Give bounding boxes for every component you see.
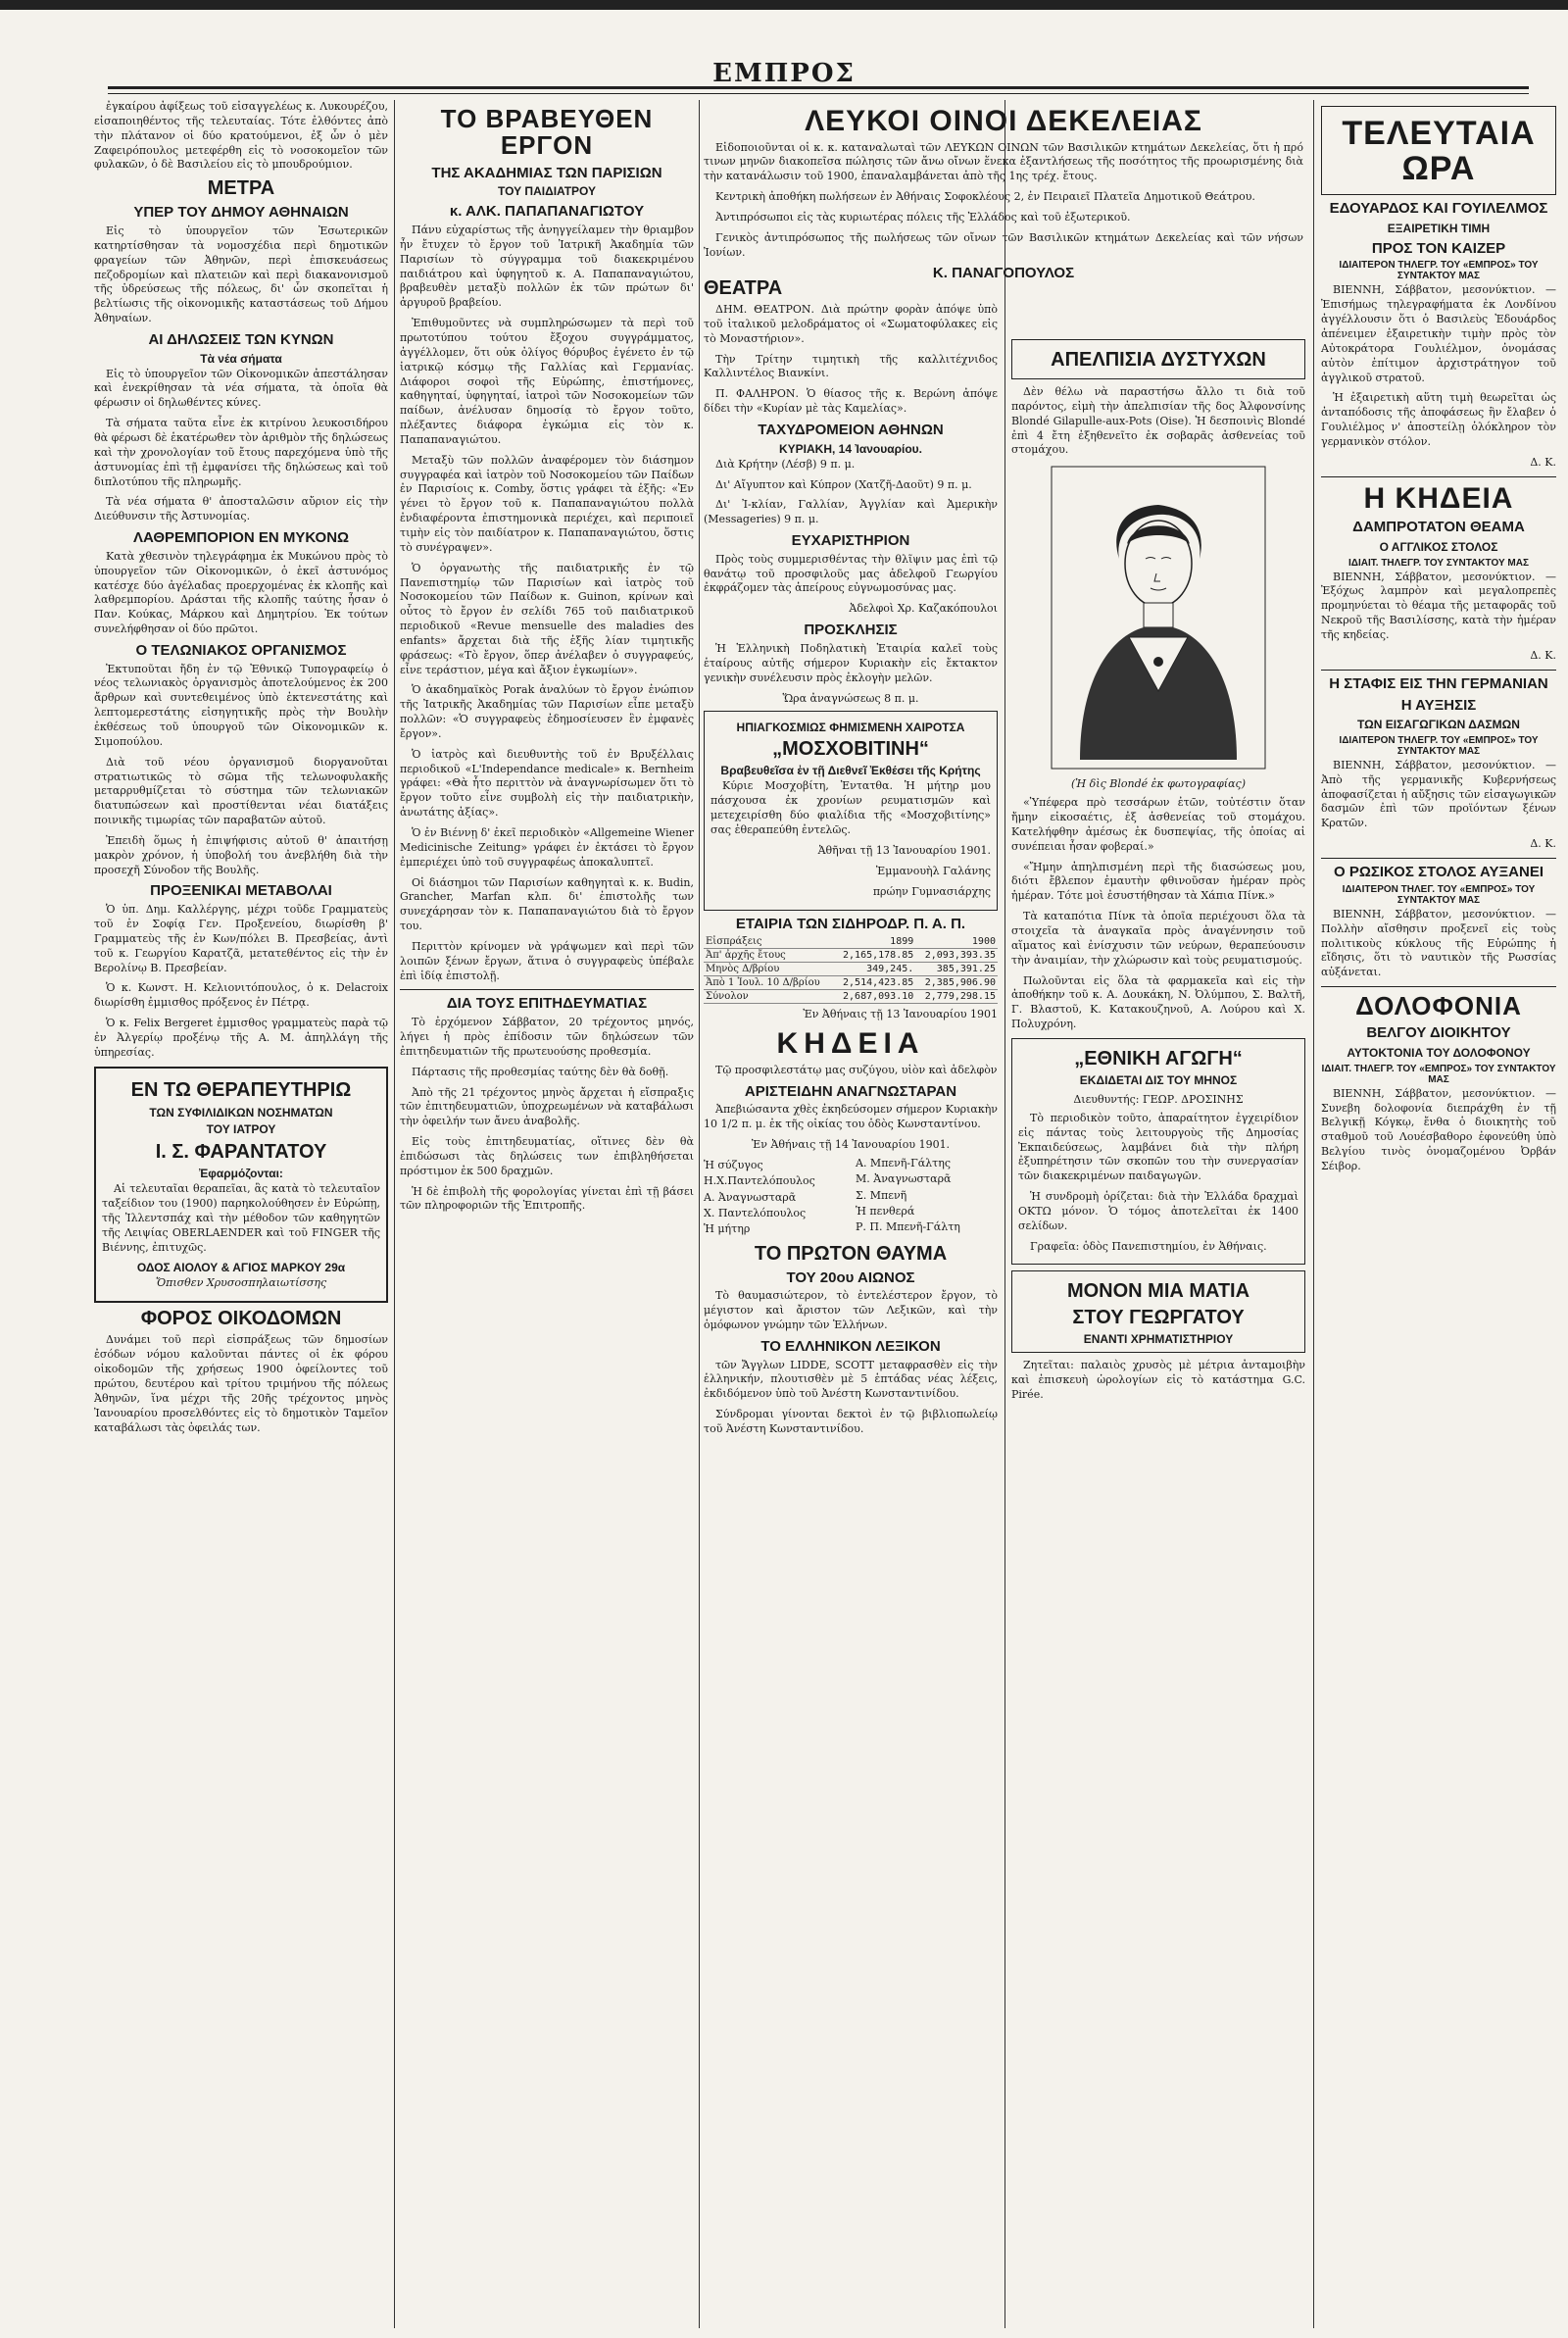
article-body: Ὁ κ. Κωνστ. Η. Κελιονιτόπουλος, ὁ κ. Delacroix διωρίσθη ἐμμισθος πρόξενος ἐν Πέτρᾳ. [94,981,388,1010]
ad-body: Σύνδρομαι γίνονται δεκτοὶ ἐν τῷ βιβλιοπωλείῳ τοῦ Ἀνέστη Κωνσταντινίδου. [704,1408,998,1435]
column-divider [699,100,700,2328]
column-divider [1313,100,1314,2328]
article-title-foros: ΦΟΡΟΣ ΟΙΚΟΔΟΜΩΝ [140,1308,342,1330]
ad-body: «Ὑπέφερα πρὸ τεσσάρων ἐτῶν, τοὐτέστιν ὅταν ἤμην εἰκοσαέτις, ἐξ ἀσθενείας τοῦ στομάχου. Κατελήφθην ἀμέσως ἐκ δυσπεψίας, τῆς ὁποίας αἱ συνέπειαι ἦσαν φοβεραί.» [1011,796,1305,853]
column-1 [94,100,388,2328]
article-title-metra: ΜΕΤΡΑ [207,177,275,200]
ad-body: Γενικὸς ἀντιπρόσωπος τῆς πωλήσεως τῶν οἴνων τῶν Βασιλικῶν κτημάτων Δεκελείας καὶ τῶν νήσων Ἰονίων. [704,230,1303,259]
table-header-cell: Εἰσπράξεις [704,935,834,949]
article-body: ΒΙΕΝΝΗ, Σάββατον, μεσονύκτιον. — Ἀπὸ τῆς γερμανικῆς Κυβερνήσεως ἀποφασίζεται ἡ αὔξησις τῶν εἰσαγωγικῶν δασμῶν ἐπὶ τῶν προϊόντων ξένων Κρατῶν. [1321,758,1556,830]
article-title-dolofonia: ΔΟΛΟΦΟΝΙΑ [1355,991,1522,1021]
article-body: Διὰ τοῦ νέου ὀργανισμοῦ διοργανοῦται στρατιωτικῶς τὸ σῶμα τῆς τελωνοφυλακῆς μεταρρυθμίζεται τὸ σύστημα τῶν τελωνιακῶν διατυπώσεων καὶ προστίθενται νέαι διατάξεις ποινικῆς τιμωρίας τῶν παραβατῶν αὐτοῦ. [94,755,388,827]
mourner: Ἡ μήτηρ [704,1222,751,1236]
ad-subtitle: ΣΤΟΥ ΓΕΩΡΓΑΤΟΥ [1072,1307,1245,1329]
column-5 [1321,100,1556,2328]
section-title-eux: ΕΥΧΑΡΙΣΤΗΡΙΟΝ [791,532,910,550]
table-row [704,990,998,1004]
deceased-name: ΑΡΙΣΤΕΙΔΗΝ ΑΝΑΓΝΩΣΤΑΡΑΝ [744,1082,957,1100]
article-body: Εἰς τὸ ὑπουργεῖον τῶν Ἐσωτερικῶν κατηρτίσθησαν τὰ νομοσχέδια περὶ δημοτικῶν φραγείων τῶν Ἀθηνῶν, περὶ ἐπισκευάσεως πεζοδρομίων καὶ πλατειῶν καὶ περὶ διακανονισμοῦ τῆς ὑδρεύσεως τῆς πόλεως, δι' ὧν σκοπεῖται ἡ βελτίωσις τῆς οἰκονομικῆς καταστάσεως τοῦ Δήμου Ἀθηναίων. [94,224,388,325]
column-divider [1004,100,1005,2328]
column-divider [394,100,395,2328]
section-title-taxydromeion: ΤΑΧΥΔΡΟΜΕΙΟΝ ΑΘΗΝΩΝ [758,421,944,438]
section-rule [1321,476,1556,477]
article-body: Εἰς τοὺς ἐπιτηδευματίας, οἵτινες δὲν θὰ ἐπιδώσωσι τὰς δηλώσεις των ἐπιβληθήσεται πρόστιμον ἐκ 500 δραχμῶν. [400,1135,694,1177]
wire-label: ΙΔΙΑΙΤΕΡΟΝ ΤΗΛΕΓΡ. ΤΟΥ «ΕΜΠΡΟΣ» ΤΟΥ ΣΥΝΤΑΚΤΟΥ ΜΑΣ [1339,734,1539,757]
mourner: Σ. Μπενῆ [856,1188,907,1202]
table-cell: 2,779,298.15 [915,990,998,1004]
article-body: Ἡ δὲ ἐπιβολὴ τῆς φορολογίας γίνεται ἐπὶ τῇ βάσει τῶν πληροφοριῶν τῆς Ἐπιτροπῆς. [400,1184,694,1213]
ad-body: Κύριε Μοσχοβίτη, Ἐντατθα. Ἡ μήτηρ μου πάσχουσα ἐκ χρονίων ρευματισμῶν καὶ μετεχειρίσθη δύο φιαλίδια τῆς «Μοσχοβιτίνης» σας ἐθεραπεύθη ἐντελῶς. [710,779,991,836]
mourner: Μ. Ἀναγνωσταρᾶ [856,1172,952,1186]
ad-label: Ἐφαρμόζονται: [199,1167,283,1181]
ad-title: „ΕΘΝΙΚΗ ΑΓΩΓΗ“ [1074,1047,1243,1070]
article-body: Τὴν Τρίτην τιμητικὴ τῆς καλλιτέχνιδος Καλλιντέλος Βιανκίνι. [704,352,998,380]
article-subtitle-metra: ΥΠΕΡ ΤΟΥ ΔΗΜΟΥ ΑΘΗΝΑΙΩΝ [133,204,349,222]
article-subtitle: Τὰ νέα σήματα [200,351,282,366]
article-body: Ἀπὸ τῆς 21 τρέχοντος μηνὸς ἄρχεται ἡ εἴσπραξις τῶν ἐπιτηδευματιῶν, ὑποχρεωμένων νὰ καταβάλωσι τὴν ὀφειλήν των ἄνευ ἀναβολῆς. [400,1085,694,1128]
ad-subtitle: ΕΚΔΙΔΕΤΑΙ ΔΙΣ ΤΟΥ ΜΗΝΟΣ [1079,1072,1238,1087]
notice-body: Τῷ προσφιλεστάτῳ μας συζύγου, υἱὸν καὶ ἀδελφὸν [715,1063,998,1076]
article-body: ΔΗΜ. ΘΕΑΤΡΟΝ. Διὰ πρώτην φορὰν ἀπόψε ὑπὸ τοῦ ἰταλικοῦ μελοδράματος οἱ «Σωματοφύλακες εἰς τὸ Μοναστήριον». [704,303,998,345]
ad-ethniki-agogi [1011,1038,1305,1266]
portrait-caption: (Ἡ δὶς Blondé ἐκ φωτογραφίας) [1070,777,1246,791]
column-2 [400,100,694,2328]
article-subtitle: ΠΡΟΣ ΤΟΝ ΚΑΙΖΕΡ [1371,239,1506,257]
article-body: ΒΙΕΝΝΗ, Σάββατον, μεσονύκτιον. — Ἐπισήμως τηλεγραφήματα ἐκ Λονδίνου ἀγγέλλουσιν ὅτι ὁ Βασιλεὺς Ἐδουάρδος ἀπένειμεν ἐξαιρετικὴν τιμὴν πρὸς τὸν Αὐτοκράτορα Γουλιέλμον, ὀνομάσας αὐτὸν ἐπίτιμον ἀρχιστράτηγον τοῦ ἀγγλικοῦ στρατοῦ. [1321,283,1556,384]
table-cell: 2,385,906.90 [915,976,998,990]
notice-body: Πρὸς τοὺς συμμερισθέντας τὴν θλῖψιν μας ἐπὶ τῷ θανάτῳ τοῦ προσφιλοῦς μας ἀδελφοῦ Γεωργίου ἐκφράζομεν τὰς ἀπείρους εὐγνωμοσύνας μας. [704,552,998,595]
article-signature: Δ. Κ. [1530,648,1556,662]
ad-body: Πωλοῦνται εἰς ὅλα τὰ φαρμακεῖα καὶ εἰς τὴν ἀποθήκην τοῦ κ. Α. Δουκάκη, Ν. Ὀλύμπου, Σ. Βαλτῆ, Γ. Βλαστοῦ, Κ. Κατακουζηνοῦ, Α. Λούρου καὶ Χ. Πολυχρόνη. [1011,973,1305,1031]
ad-body: Τὸ θαυμασιώτερον, τὸ ἐντελέστερον ἔργον, τὸ μέγιστον καὶ ἄριστον τῶν Λεξικῶν, καὶ τὴν ὁμόφωνον γνώμην τῶν Ἑλλήνων. [704,1289,998,1332]
article-body: Ἐπειδὴ ὅμως ἡ ἐπιψήφισις αὐτοῦ θ' ἀπαιτήσῃ μακρὸν χρόνον, ἡ ὑποβολή του ἀνεβλήθη διὰ τὴν προσεχῆ Σύνοδον τῆς Βουλῆς. [94,833,388,876]
ad-subtitle: ΤΟΥ ΙΑΤΡΟΥ [206,1122,276,1137]
newspaper-title: ΕΜΠΡΟΣ [712,59,856,88]
article-title-metab: ΠΡΟΞΕΝΙΚΑΙ ΜΕΤΑΒΟΛΑΙ [150,882,332,900]
ad-doctor-name: Ι. Σ. ΦΑΡΑΝΤΑΤΟΥ [155,1141,327,1164]
article-body: Τὰ σήματα ταῦτα εἶνε ἐκ κιτρίνου λευκοσιδήρου θὰ φέρωσι δὲ ἑκατέρωθεν τὸν ἀριθμὸν τῆς δηλώσεως καὶ τὴν χρονολογίαν τοῦ ἔτους παρεχόμενα ὑπὸ τῆς ἀστυνομίας ἐπὶ τῇ ἐμφανίσει τῆς δηλώσεως καὶ τοῦ διπλοτύπου τῆς πληρωμῆς. [94,417,388,488]
ad-body: Εἰδοποιοῦνται οἱ κ. κ. καταναλωταὶ τῶν ΛΕΥΚΩΝ ΟΙΝΩΝ τῶν Βασιλικῶν κτημάτων Δεκελείας, ὅτι ἡ πρό τινων μηνῶν διακοπεῖσα πώλησις τῶν ἄνω οἴνων ἕνεκα ἐξαντλήσεως τῆς ποσότητος τῆς προωρισμένης διὰ τὴν κατανάλωσιν τοῦ 1900, ἐπαναλαμβάνεται ἀπὸ τῆς 1ης τρέχ. ἔτους. [704,140,1303,183]
article-signature: Δ. Κ. [1530,455,1556,469]
section-rule [400,989,694,990]
ad-body: Ζητεῖται: παλαιὸς χρυσὸς μὲ μέτρια ἀνταμοιβὴν καὶ ἐπισκευὴ ὡρολογίων εἰς τὸ κατάστημα G.C. Pirée. [1011,1359,1305,1402]
notice-date: Ἐν Ἀθήναις τῇ 14 Ἰανουαρίου 1901. [751,1138,951,1152]
article-body: Περιττὸν κρίνομεν νὰ γράψωμεν καὶ περὶ τῶν λοιπῶν ξένων ἔργων, ἅτινα ὁ συγγραφεὺς ὑπέβαλε ἐπὶ ἰδίᾳ ἐπιστολῇ. [400,939,694,982]
ad-address-note: Ὄπισθεν Χρυσοσπηλαιωτίσσης [155,1276,327,1290]
column-4 [1011,333,1305,2328]
notice-signature: Ἀδελφοὶ Χρ. Καζακόπουλοι [849,602,998,616]
table-header-cell: 1900 [915,935,998,949]
table-signature: Ἐν Ἀθήναις τῇ 13 Ἰανουαρίου 1901 [803,1008,998,1021]
article-title-kideia: Η ΚΗΔΕΙΑ [1363,481,1514,515]
ad-title: „ΜΟΣΧΟΒΙΤΙΝΗ“ [772,738,929,761]
wine-advertisement [704,100,1303,282]
ad-apelpisia [1011,339,1305,379]
ad-address: ΟΔΟΣ ΑΙΟΛΟΥ & ΑΓΙΟΣ ΜΑΡΚΟΥ 29α [136,1261,346,1275]
article-title-epitideumatias: ΔΙΑ ΤΟΥΣ ΕΠΙΤΗΔΕΥΜΑΤΙΑΣ [446,995,648,1013]
table-header-cell: 1899 [834,935,916,949]
ad-title: ΜΟΝΟΝ ΜΙΑ ΜΑΤΙΑ [1066,1280,1250,1303]
table-cell: Ἀπ' ἀρχῆς ἔτους [704,949,834,963]
wire-label: ΙΔΙΑΙΤ. ΤΗΛΕΓΡ. ΤΟΥ ΣΥΝΤΑΚΤΟΥ ΜΑΣ [1348,557,1529,569]
section-rule [1321,986,1556,987]
column-3 [704,273,998,2328]
ad-body: Ἀντιπρόσωποι εἰς τὰς κυριωτέρας πόλεις τῆς Ἑλλάδος καὶ τοῦ ἐξωτερικοῦ. [715,210,1131,224]
article-title-kynon: ΑΙ ΔΗΛΩΣΕΙΣ ΤΩΝ ΚΥΝΩΝ [148,330,334,348]
table-cell: 2,687,093.10 [834,990,916,1004]
article-subtitle: ΒΕΛΓΟΥ ΔΙΟΙΚΗΤΟΥ [1366,1024,1511,1042]
article-signature: Δ. Κ. [1530,837,1556,851]
ad-signer: Ἐμμανουὴλ Γαλάνης [875,864,991,877]
article-body: Δυνάμει τοῦ περὶ εἰσπράξεως τῶν δημοσίων ἐσόδων νόμου καλοῦνται πάντες οἱ ἐκ φόρου οἰκοδομῶν τῆς χρήσεως 1900 ὀφείλοντες τοῦ πρώτου, δευτέρου καὶ τρίτου τριμήνου τῆς πόλεως Ἀθηνῶν, ἵνα μέχρι τῆς 20ῆς τρέχοντος μηνὸς Ἰανουαρίου προσελθόντες εἰς τὸ δημοτικὸν Ταμεῖον καταβάλωσι τὰς ὀφειλάς των. [94,1333,388,1434]
ad-title: ΑΠΕΛΠΙΣΙΑ ΔΥΣΤΥΧΩΝ [1051,349,1266,371]
section-title-theatra: ΘΕΑΤΡΑ [704,277,783,299]
article-body: Ὁ ὀργανωτὴς τῆς παιδιατρικῆς ἐν τῷ Πανεπιστημίῳ τῶν Παρισίων καὶ ἰατρὸς τοῦ Νοσοκομείου τῶν Παίδων κ. Guinon, κρίνων καὶ οὗτος τὸ ἔργον ἐν σελίδι 765 τοῦ παιδιατρικοῦ περιοδικοῦ «Revue mensuelle des maladies des enfants» ἄρχεται διὰ τῆς ἑξῆς λίαν τιμητικῆς φράσεως: «Τὸ ἔργον, ὅπερ ἀνέλαβεν ὁ συγγραφεύς, εἶνε τεράστιον, μέγα καὶ ἄξιον ἐγκωμίων». [400,561,694,676]
ad-georgatos [1011,1270,1305,1353]
article-body: ΒΙΕΝΝΗ, Σάββατον, μεσονύκτιον. — Συνεβη δολοφονία διεπράχθη ἐν τῇ Βελγικῇ Κόγκῳ, ἔνθα ὁ διοικητὴς τοῦ σταθμοῦ τοῦ Λουέσβαθορο ἐφονεύθη ὑπὸ Βελγίου τινὸς ὀνομαζομένου Ὀρβάν Σέιβορ. [1321,1086,1556,1172]
article-subtitle: ΤΟΥ ΠΑΙΔΙΑΤΡΟΥ [497,184,597,199]
table-cell: 2,514,423.85 [834,976,916,990]
section-title-teleutaia-ora: ΤΕΛΕΥΤΑΙΑ ΩΡΑ [1342,115,1536,187]
article-body: Τὰ νέα σήματα θ' ἀποσταλῶσιν αὔριον εἰς τὴν Διεύθυνσιν τῆς Ἀστυνομίας. [94,495,388,523]
post-date: ΚΥΡΙΑΚΗ, 14 Ἰανουαρίου. [778,441,922,456]
article-body: ΒΙΕΝΝΗ, Σάββατον, μεσονύκτιον. — Πολλὴν αἴσθησιν προξενεῖ εἰς τοὺς πολιτικοὺς κύκλους τῆς Εὐρώπης ἡ εἴδησις, ὅτι τὸ ναυτικὸν τῆς Ρωσσίας αὐξάνεται. [1321,907,1556,979]
wire-label: ΙΔΙΑΙΤΕΡΟΝ ΤΗΛΕΓ. ΤΟΥ «ΕΜΠΡΟΣ» ΤΟΥ ΣΥΝΤΑΚΤΟΥ ΜΑΣ [1342,883,1536,906]
masthead-rule-thin [108,93,1529,94]
ad-body: Δὲν θέλω νὰ παραστήσω ἄλλο τι διὰ τοῦ παρόντος, εἰμὴ τὴν ἀπελπισίαν τῆς δος Ἀλφονσίνης Blondé Gilapulle-aux-Pots (Oise). Ἡ δεσποινὶς Blondé ἐπὶ 4 ἔτη ἐξηθενεῖτο ἐκ σοβαρᾶς ἀσθενείας τοῦ στομάχου. [1011,385,1305,457]
table-cell: 2,093,393.35 [915,949,998,963]
wire-label: ΙΔΙΑΙΤ. ΤΗΛΕΓΡ. ΤΟΥ «ΕΜΠΡΟΣ» ΤΟΥ ΣΥΝΤΑΚΤΟΥ ΜΑΣ [1321,1063,1556,1085]
post-entry: Διὰ Κρήτην (Λέσβ) 9 π. μ. [715,457,856,471]
table-cell: Μηνὸς Δ/βρίου [704,963,834,976]
article-title-vraveuthen: ΤΟ ΒΡΑΒΕΥΘΕΝ ΕΡΓΟΝ [440,104,654,161]
article-body: Οἱ διάσημοι τῶν Παρισίων καθηγηταὶ κ. κ. Budin, Grancher, Marfan κλπ. δι' ἐπιστολῆς των συνεχάρησαν τὸν κ. Παπαπαναγιώτου διὰ τὸ ἔργον του. [400,875,694,933]
table-cell: Ἀπὸ 1 Ἰουλ. 10 Δ/βρίου [704,976,834,990]
mourner: Η.Χ.Παντελόπουλος [704,1174,815,1188]
article-body: Ὁ ἀκαδημαϊκὸς Porak ἀναλύων τὸ ἔργον ἐνώπιον τῆς Ἰατρικῆς Ἀκαδημίας τῶν Παρισίων εἶπε μεταξὺ πολλῶν: «Ὁ συγγραφεὺς ἐδημοσίευσεν ἓν ἐμφανὲς ἔργον». [400,683,694,740]
article-title-mykono: ΛΑΘΡΕΜΠΟΡΙΟΝ ΕΝ ΜΥΚΟΝΩ [132,529,350,547]
article-body: Ἡ ἐξαιρετικὴ αὕτη τιμὴ θεωρεῖται ὡς ἀνταπόδοσις τῆς ἀποφάσεως ἣν ἔλαβεν ὁ Γουλιέλμος ν' ἀποστείλῃ ὁλόκληρον τὸν γερμανικὸν στόλον. [1321,391,1556,448]
article-subtitle: ΕΞΑΙΡΕΤΙΚΗ ΤΙΜΗ [1387,222,1491,236]
ad-body: τῶν Ἄγγλων LIDDE, SCOTT μεταφρασθὲν εἰς τὴν ἑλληνικήν, πλουτισθὲν μὲ 5 ἑπτάδας νέας λέξεις, ἐκδιδόμενον ὑπὸ τοῦ Ἀνέστη Κωνσταντινίδου. [704,1358,998,1401]
article-title-telon: Ο ΤΕΛΩΝΙΑΚΟΣ ΟΡΓΑΝΙΣΜΟΣ [135,641,347,659]
article-body: Ὁ ἐν Βιέννῃ δ' ἐκεῖ περιοδικὸν «Allgemeine Wiener Medicinische Zeitung» γράφει ἐν ἐκτάσει τὸ ἔργον ἐμπεριέχει ὑπὸ τοῦ συγγραφέως ἀποκαλυπτεῖ. [400,826,694,869]
article-body: Ὁ ὑπ. Δημ. Καλλέργης, μέχρι τοῦδε Γραμματεὺς τοῦ ἐν Σοφίᾳ Γεν. Προξενείου, διωρίσθη β' Γραμματεὺς τῆς ἐν Κων/πόλει Β. Πρεσβείας, ἀντὶ τοῦ κ. Γεωργίου Καρατζᾶ, μετατεθέντος εἰς τὴν ἐν Βερολίνῳ Β. Πρεσβείαν. [94,903,388,974]
post-entry: Δι' Αἴγυπτον καὶ Κύπρον (Χατζῆ-Δαοῦτ) 9 π. μ. [715,477,972,491]
ad-title: ΕΝ ΤΩ ΘΕΡΑΠΕΥΤΗΡΙΩ [130,1078,352,1101]
ad-moschovitini [704,711,998,911]
section-rule [1321,858,1556,859]
article-subtitle: Η ΑΥΞΗΣΙΣ [1400,696,1477,714]
ad-director: Διευθυντής: ΓΕΩΡ. ΔΡΟΣΙΝΗΣ [1073,1092,1244,1106]
portrait-illustration [1051,466,1266,770]
section-title-prosklisis: ΠΡΟΣΚΛΗΣΙΣ [804,622,898,639]
article-subtitle: Ο ΑΓΓΛΙΚΟΣ ΣΤΟΛΟΣ [1379,540,1498,554]
ad-subtitle: ΤΟΥ 20ου ΑΙΩΝΟΣ [786,1268,915,1286]
ad-title-wines: ΛΕΥΚΟΙ ΟΙΝΟΙ ΔΕΚΕΛΕΙΑΣ [805,105,1202,137]
ad-body: Γραφεῖα: ὁδὸς Πανεπιστημίου, ἐν Ἀθήναις. [1030,1239,1267,1253]
ad-body: Κεντρικὴ ἀποθήκη πωλήσεων ἐν Ἀθήναις Σοφοκλέους 2, ἐν Πειραιεῖ Πλατεῖα Δημοτικοῦ Θεάτρου. [715,190,1255,204]
article-body: ΒΙΕΝΝΗ, Σάββατον, μεσονύκτιον. — Ἐξόχως λαμπρὸν καὶ μεγαλοπρεπὲς προμηνύεται τὸ θέαμα τῆς μεταφορᾶς τοῦ Νεκροῦ τῆς Βασιλίσσης, κατὰ τὴν ἡμέραν τῆς κηδείας. [1321,570,1556,641]
top-border [0,0,1568,10]
article-title-stafis: Η ΣΤΑΦΙΣ ΕΙΣ ΤΗΝ ΓΕΡΜΑΝΙΑΝ [1329,674,1548,692]
mourner: Χ. Παντελόπουλος [704,1206,807,1219]
article-body: Μεταξὺ τῶν πολλῶν ἀναφέρομεν τὸν διάσημον συγγραφέα καὶ ἰατρὸν τοῦ Νοσοκομείου τῶν Παίδων ἐν Παρισίοις κ. Comby, ὅστις γράφει τὰ ἑξῆς: «Ἐν γένει τὸ ἔργον τοῦ κ. Παπαπαναγιώτου πολλὰ ἐνδιαφέροντα ἐπιστημονικὰ περιέχει, καὶ περιποιεῖ τιμὴν εἰς τὸν παιδίατρον κ. Παπαπαναγιώτου, ὅστις τὸ συνέγραψεν». [400,453,694,554]
article-body: Ὁ κ. Felix Bergeret ἐμμισθος γραμματεὺς παρὰ τῷ ἐν Ἀλγερίῳ προξένῳ τῆς Α. Μ. ἀπηλλάγη τῆς ὑπηρεσίας. [94,1017,388,1059]
article-subtitle: ΑΥΤΟΚΤΟΝΙΑ ΤΟΥ ΔΟΛΟΦΟΝΟΥ [1347,1046,1531,1061]
ad-body: Τὸ περιοδικὸν τοῦτο, ἀπαραίτητον ἐγχειρίδιον εἰς πάντας τοὺς λειτουργοὺς τῆς Δημοσίας Ἐκπαιδεύσεως, λαμβάνει διὰ τὴν πλήρη ἐξυπηρέτησιν τῶν σκοπῶν του τὴν συνεργασίαν τῶν διακεκριμένων παιδαγωγῶν. [1018,1111,1298,1183]
ad-location: ΕΝΑΝΤΙ ΧΡΗΜΑΤΙΣΤΗΡΙΟΥ [1083,1332,1234,1347]
ad-subtitle: ΤΩΝ ΣΥΦΙΛΙΔΙΚΩΝ ΝΟΣΗΜΑΤΩΝ [149,1105,333,1119]
ad-date: Ἀθῆναι τῇ 13 Ἰανουαρίου 1901. [817,843,991,857]
table-row [704,963,998,976]
notice-body: Ἀπεβιώσαντα χθὲς ἐκηδεύσομεν σήμερον Κυριακὴν 10 1/2 π. μ. ἐκ τῆς οἰκίας του ὁδὸς Κωνσταντίνου. [704,1103,998,1131]
table-header-row [704,935,998,949]
ad-body: Τὰ καταπότια Πίνκ τὰ ὁποῖα περιέχουσι ὅλα τὰ στοιχεῖα τὰ ἀναγκαῖα πρὸς ἀναγέννησιν τοῦ αἵματος καὶ ἐνίσχυσιν τῶν νεύρων, θεραπεύουσιν τὴν ἀναιμίαν, τὴν χλώρωσιν καὶ τοὺς ρευματισμούς. [1011,910,1305,967]
mourner: Α. Ἀναγνωσταρᾶ [704,1190,797,1204]
article-body: Κατὰ χθεσινὸν τηλεγράφημα ἐκ Μυκώνου πρὸς τὸ ὑπουργεῖον τῶν Οἰκονομικῶν, ὁ ἐκεῖ ἀστυνόμος κατέσχε δύο ἀγέλαδας προερχομένας ἐκ κλοπῆς καὶ λαθρεμπορίου. Δράσται τῆς κλοπῆς ταύτης ἦσαν ὁ Παν. Κούκας, Μάρκου καὶ Δημητρίου. Ἐκ τούτων συνελήφθησαν οἱ δύο πρῶτοι. [94,549,388,636]
table-row [704,949,998,963]
article-subtitle: ΔΑΜΠΡΟΤΑΤΟΝ ΘΕΑΜΑ [1352,519,1525,536]
article-body: Ἐκτυποῦται ἤδη ἐν τῷ Ἐθνικῷ Τυπογραφείῳ ὁ νέος τελωνιακὸς ὀργανισμὸς ἀποτελούμενος ἐκ 200 ἄρθρων καὶ συντεθειμένος ὑπὸ ἐκτενεστάτης καὶ λεπτομερεστάτης εἰσηγητικῆς πρὸς τὴν Βουλὴν ἐκθέσεως τοῦ ὑπουργοῦ τῶν Οἰκονομικῶν κ. Σιμοπούλου. [94,662,388,748]
masthead [0,0,1568,110]
article-title: ΕΔΟΥΑΡΔΟΣ ΚΑΙ ΓΟΥΙΛΕΛΜΟΣ [1329,200,1548,218]
notice-time: Ὥρα ἀναγνώσεως 8 π. μ. [782,691,919,705]
ad-award: Βραβευθεῖσα ἐν τῇ Διεθνεῖ Ἐκθέσει τῆς Κρήτης [720,764,981,778]
table-cell: 349,245. [834,963,916,976]
article-subtitle: κ. ΑΛΚ. ΠΑΠΑΠΑΝΑΓΙΩΤΟΥ [449,203,645,221]
ad-body: Αἱ τελευταῖαι θεραπεῖαι, ἃς κατὰ τὸ τελευταῖον ταξείδιον του (1900) παρηκολούθησεν ἐν Εὐρώπῃ, τῆς Ἰλλεντσπάχ καὶ τὴν μέθοδον τῶν καθηγητῶν τῆς Λειψίας OBERLAENDER καὶ τοῦ FINGER τῆς Βιέννης, ἐπιτυχῶς. [102,1182,380,1254]
mourner: Ἡ σύζυγος [704,1159,763,1172]
article-body: Ὁ ἰατρὸς καὶ διευθυντὴς τοῦ ἐν Βρυξέλλαις περιοδικοῦ «L'Independance medicale» κ. Bernheim γράφει: «Θὰ ἦτο περιττὸν νὰ ἀναγνωρίσωμεν ὅτι τὸ ἔργον τοῦτο εἶνε συμβολὴ εἰς τὴν παιδιατρικὴν, ἀνωτάτης ἀξίας». [400,747,694,820]
article-body: Εἰς τὸ ὑπουργεῖον τῶν Οἰκονομικῶν ἀπεστάλησαν καὶ ἐνεκρίθησαν τὰ νέα σήματα, τὰ ὁποῖα θὰ φέρωσιν οἱ δηλωθέντες κύνες. [94,367,388,410]
mourner: Α. Μπενῆ-Γάλτης [856,1157,951,1170]
article-subtitle: ΤΩΝ ΕΙΣΑΓΩΓΙΚΩΝ ΔΑΣΜΩΝ [1357,718,1520,732]
table-cell: 2,165,178.85 [834,949,916,963]
notice-body: Ἡ Ἑλληνικὴ Ποδηλατικὴ Ἑταιρία καλεῖ τοὺς ἑταίρους αὐτῆς σήμερον Κυριακὴν εἰς ἔκτακτον γενικὴν συνέλευσιν πρὸς ἐκλογὴν μελῶν. [704,642,998,684]
ad-title-thayma: ΤΟ ΠΡΩΤΟΝ ΘΑΥΜΑ [754,1242,948,1265]
ad-body: Ἡ συνδρομὴ ὁρίζεται: διὰ τὴν Ἑλλάδα δραχμαὶ ΟΚΤΩ μόνον. Ὁ τόμος ἀποτελεῖται ἐκ 1400 σελίδων. [1018,1190,1298,1232]
ad-title-lexikon: ΤΟ ΕΛΛΗΝΙΚΟΝ ΛΕΞΙΚΟΝ [760,1337,941,1355]
article-body: Τὸ ἐρχόμενον Σάββατον, 20 τρέχοντος μηνός, λήγει ἡ πρὸς ἐπίδοσιν τῶν δηλώσεων τῶν ἐπιτηδευματιῶν τῆς πρωτευούσης προθεσμία. [400,1016,694,1058]
wire-label: ΙΔΙΑΙΤΕΡΟΝ ΤΗΛΕΓΡ. ΤΟΥ «ΕΜΠΡΟΣ» ΤΟΥ ΣΥΝΤΑΚΤΟΥ ΜΑΣ [1339,260,1539,282]
post-entry: Δι' Ἰ-κλίαν, Γαλλίαν, Ἀγγλίαν καὶ Ἀμερικὴν (Messageries) 9 π. μ. [704,498,998,526]
latest-news-box [1321,106,1556,195]
table-cell: Σύνολον [704,990,834,1004]
mourners-list [704,1157,998,1237]
article-intro: ἐγκαίρου ἀφίξεως τοῦ εἰσαγγελέως κ. Λυκουρέζου, εἰσαποιηθέντος τῆς τελευταίας. Τότε ἐλθόντες ἀπὸ τὴν πλάτανον οἱ δύο κρατούμενοι, ἐξ ὧν ὁ μὲν Ζαφειρόπουλος μετεφέρθη εἰς τὸ νοσοκομεῖον τῶν φυλακῶν, ὁ δὲ Βασιλείου εἰς τὸ μπουδρούμιον. [94,100,388,172]
table-cell: 385,391.25 [915,963,998,976]
article-body: Πάρτασις τῆς προθεσμίας ταύτης δὲν θὰ δοθῇ. [412,1065,669,1078]
article-subtitle: ΤΗΣ ΑΚΑΔΗΜΙΑΣ ΤΩΝ ΠΑΡΙΣΙΩΝ [431,164,662,181]
railway-receipts-table [704,935,998,1004]
article-body: Πάνυ εὐχαρίστως τῆς ἀνηγγείλαμεν τὴν θριαμβον ἦν ἔτυχεν τὸ ἔργον τοῦ Ἰατρικῆ Ἀκαδημία τῶν Παρισίων τὸ σύγγραμμα τοῦ διακεκριμένου παιδιάτρου καὶ ὑφηγητοῦ κ. Α. Παπαπαναγιώτου, βραβευθὲν μεταξὺ πολλῶν ἐκ τῶν πρώτων δι' ἀργυροῦ βραβείου. [400,224,694,310]
section-title-sidirodromoi: ΕΤΑΙΡΙΑ ΤΩΝ ΣΙΔΗΡΟΔΡ. Π. Α. Π. [735,915,966,932]
section-rule [1321,670,1556,671]
article-title-rosikos: Ο ΡΩΣΙΚΟΣ ΣΤΟΛΟΣ ΑΥΞΑΝΕΙ [1333,864,1544,881]
advertisement-therapeftirio [94,1067,388,1304]
mourner: Ρ. Π. Μπενῆ-Γάλτη [856,1220,960,1234]
masthead-rule [108,86,1529,89]
ad-body: «Ἤμην ἀπηλπισμένη περὶ τῆς διασώσεως μου, διότι ἔβλεπον ἐμαυτὴν φθινοῦσαν ἡμέραν πρὸς ἡμέραν. Τότε μοὶ ἐσυστήθησαν τὰ Χάπια Πίνκ.» [1011,860,1305,903]
ad-signer-title: πρώην Γυμνασιάρχης [872,884,991,898]
ad-signature: Κ. ΠΑΝΑΓΟΠΟΥΛΟΣ [932,265,1075,282]
mourner: Ἡ πενθερά [856,1204,915,1218]
article-body: Π. ΦΑΛΗΡΟΝ. Ὁ θίασος τῆς κ. Βερώνη ἀπόψε δίδει τὴν «Κυρίαν μὲ τὰς Καμελίας». [704,387,998,416]
ad-kicker: ΗΠΙΑΓΚΟΣΜΙΩΣ ΦΗΜΙΣΜΕΝΗ ΧΑΙΡΟΤΣΑ [736,720,965,734]
table-row [704,976,998,990]
section-title-khdeia: ΚΗΔΕΙΑ [776,1027,925,1061]
article-body: Ἐπιθυμοῦντες νὰ συμπληρώσωμεν τὰ περὶ τοῦ πρωτοτύπου τούτου ἔξοχου συγγράμματος, ἀγγέλλομεν, ὅτι οὐκ ὀλίγος θόρυβος ἐγένετο ἐν τῷ ἰατρικῷ κόσμῳ τῆς Γαλλίας καὶ Γερμανίας. Διάφοροι σοφοὶ τῆς Εὐρώπης, ἐπιστήμονες, καθηγηταί, ὑφηγηταί, ἰατροὶ τῶν Νοσοκομείων τῶν παίδων, ἀνέλυσαν δημοσίᾳ τὸ ἔργον τοῦτο, πλέξαντες διάφορα ἐγκώμια εἰς τὸν κ. Παπαπαναγιώτου. [400,317,694,446]
